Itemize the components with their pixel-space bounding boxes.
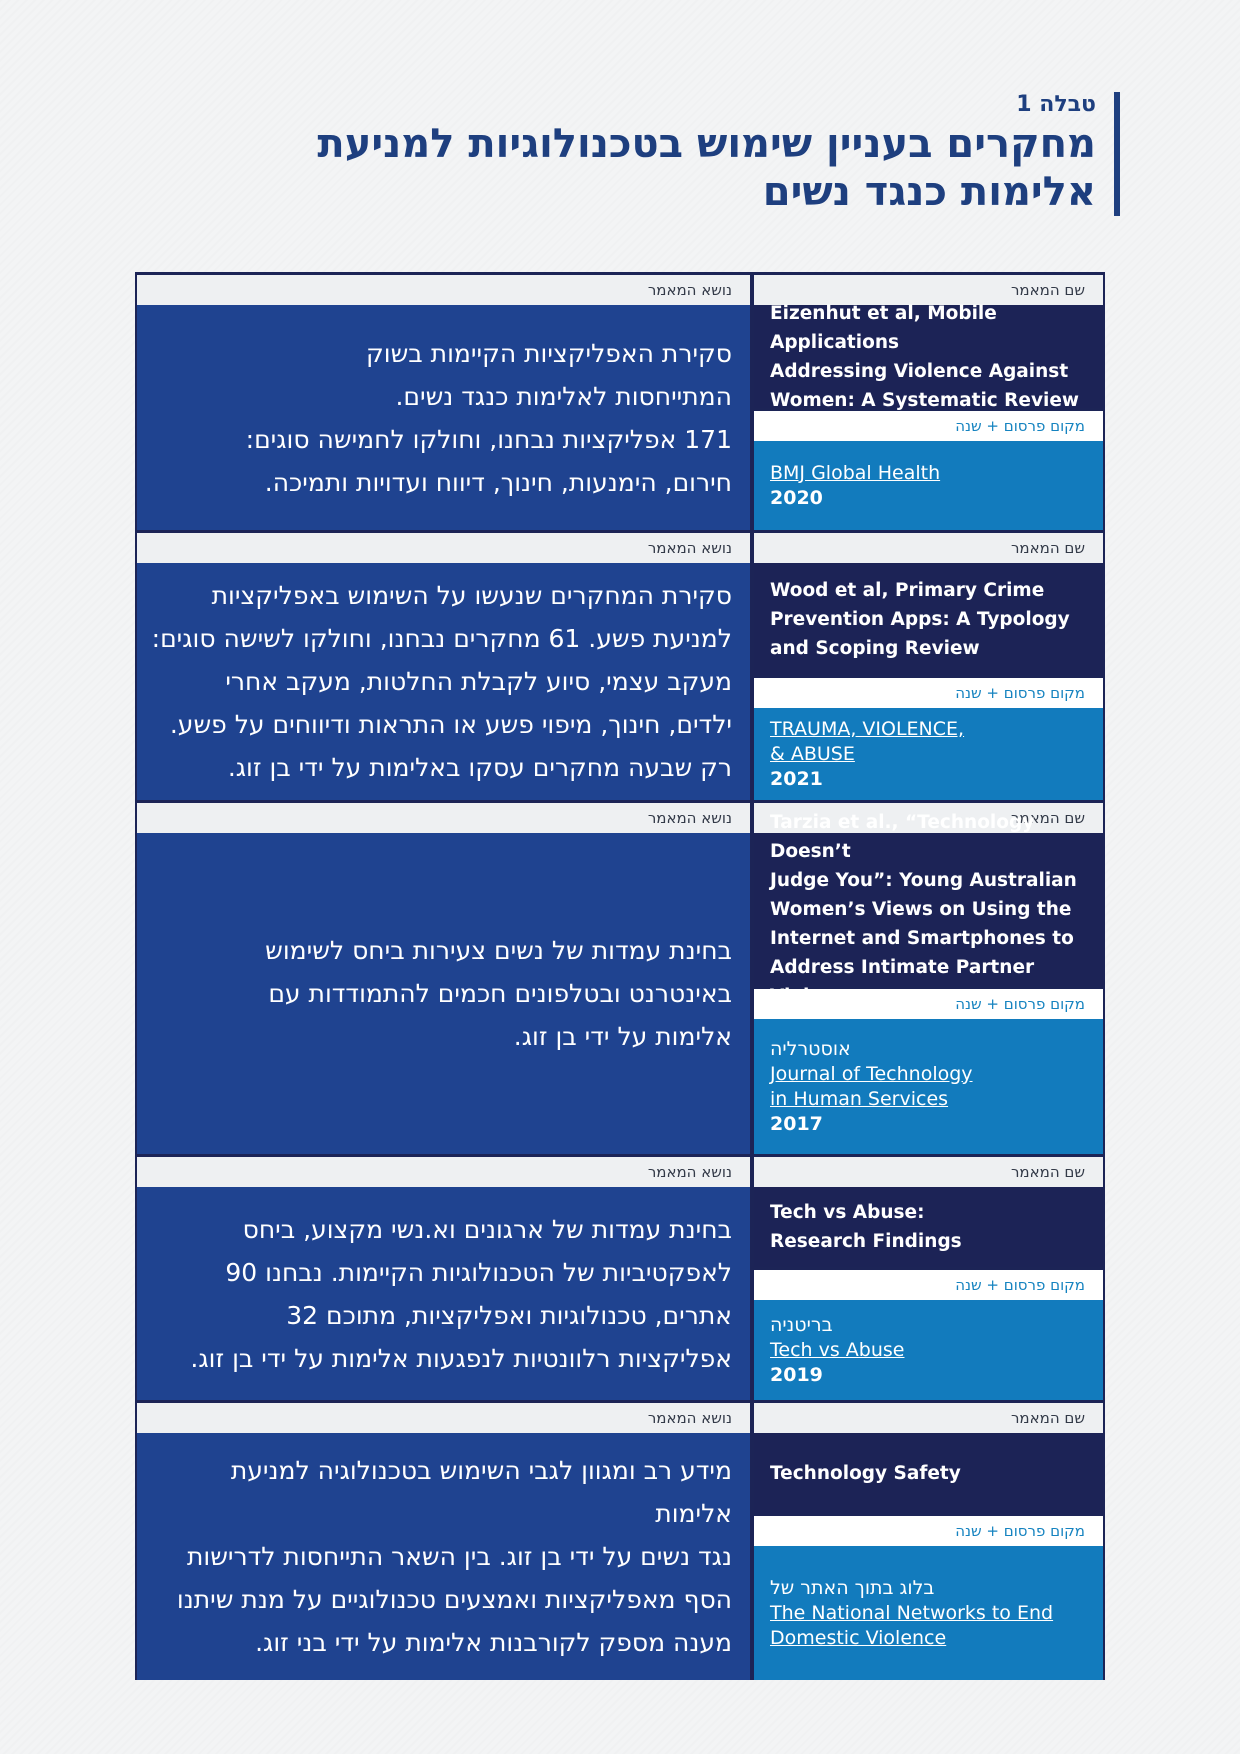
table-row (135, 272, 1105, 530)
article-name-text (770, 1459, 1089, 1488)
topic-text (137, 574, 750, 789)
topic-line: בחינת עמדות של נשים צעירות ביחס לשימוש (265, 936, 732, 965)
article-name-line: Wood et al, Primary Crime (770, 579, 1045, 601)
topic-label: נושא המאמר (137, 1157, 750, 1187)
name-label: שם המאמר (754, 533, 1103, 563)
publication-country: בריטניה (770, 1313, 833, 1336)
topic-label: נושא המאמר (137, 803, 750, 833)
publication-info (754, 441, 1103, 530)
title-line-2: אלימות כנגד נשים (762, 169, 1096, 215)
research-table (135, 272, 1105, 1680)
meta-cell (754, 800, 1103, 1154)
name-label: שם המאמר (754, 1403, 1103, 1433)
name-label: שם המאמר (754, 1157, 1103, 1187)
article-name-line: Technology Safety (770, 1462, 961, 1484)
table-caption: טבלה 1 (1016, 92, 1096, 117)
article-name-text (770, 299, 1089, 415)
topic-line: ילדים, חינוך, מיפוי פשע או התראות ודיווחים על פשע. (169, 710, 732, 739)
article-name-line: Prevention Apps: A Typology (770, 608, 1070, 630)
article-name-line: Addressing Violence Against (770, 360, 1069, 382)
article-name (754, 563, 1103, 675)
topic-line: סקירת האפליקציות הקיימות בשוק (366, 338, 732, 368)
topic-line: באינטרנט ובטלפונים חכמים להתמודדות עם (268, 979, 732, 1008)
topic-cell (137, 530, 750, 800)
topic-label: נושא המאמר (137, 1403, 750, 1433)
publication-info (754, 1546, 1103, 1680)
publication-country: אוסטרליה (770, 1037, 851, 1060)
article-name (754, 1187, 1103, 1267)
article-name-line: Judge You”: Young Australian (770, 870, 1077, 891)
meta-cell (754, 1154, 1103, 1400)
topic-line: המתייחסות לאלימות כנגד נשים. (395, 381, 732, 411)
topic-line: סקירת המחקרים שנעשו על השימוש באפליקציות (211, 581, 732, 610)
article-name-line: Internet and Smartphones to (770, 928, 1074, 949)
publication-link[interactable]: TRAUMA, VIOLENCE, (770, 717, 965, 740)
publication-link[interactable]: BMJ Global Health (770, 461, 941, 484)
topic-line: מידע רב ומגוון לגבי השימוש בטכנולוגיה למניעת אלימות (230, 1456, 732, 1528)
topic-line: נגד נשים על ידי בן זוג. בין השאר התייחסות לדרישות (186, 1542, 732, 1571)
article-name-line: Tarzia et al., “Technology Doesn’t (770, 812, 1035, 862)
topic-body (137, 833, 750, 1154)
publication-year: 2020 (770, 486, 823, 509)
publication-label: מקום פרסום + שנה (754, 1270, 1103, 1300)
publication-link[interactable]: Domestic Violence (770, 1626, 947, 1649)
topic-body (137, 563, 750, 800)
publication-link[interactable]: The National Networks to End (770, 1601, 1054, 1624)
article-name-line: Address Intimate Partner (770, 957, 1035, 978)
topic-label: נושא המאמר (137, 275, 750, 305)
topic-line: בחינת עמדות של ארגונים וא.נשי מקצוע, ביחס (242, 1214, 732, 1244)
topic-line: חירום, הימנעות, חינוך, דיווח ועדויות ותמיכה. (264, 467, 732, 497)
page-title (216, 120, 1096, 216)
article-name-line: Tech vs Abuse: (770, 1202, 925, 1223)
publication-link[interactable]: Journal of Technology (770, 1062, 973, 1085)
publication-label: מקום פרסום + שנה (754, 989, 1103, 1019)
table-row (135, 530, 1105, 800)
topic-text (137, 929, 750, 1058)
topic-label: נושא המאמר (137, 533, 750, 563)
publication-year: 2021 (770, 767, 823, 790)
topic-line: 171 אפליקציות נבחנו, וחולקו לחמישה סוגים: (245, 424, 732, 454)
article-name-line: Eizenhut et al, Mobile Applications (770, 302, 997, 353)
article-name-line: Women: A Systematic Review (770, 389, 1080, 411)
topic-line: מענה מספק לקורבנות אלימות על ידי בני זוג. (255, 1628, 732, 1657)
publication-info (754, 708, 1103, 800)
table-row (135, 1400, 1105, 1680)
topic-line: אתרים, טכנולוגיות ואפליקציות, מתוכם 32 (286, 1300, 732, 1330)
table-header (216, 92, 1120, 216)
meta-cell (754, 1400, 1103, 1680)
article-name (754, 1433, 1103, 1513)
table-row (135, 800, 1105, 1154)
topic-cell (137, 272, 750, 530)
topic-line: לאפקטיביות של הטכנולוגיות הקיימות. נבחנו 90 (225, 1257, 732, 1287)
publication-year: 2019 (770, 1363, 823, 1386)
topic-line: רק שבעה מחקרים עסקו באלימות על ידי בן זוג. (227, 753, 732, 782)
topic-line: אלימות על ידי בן זוג. (513, 1022, 732, 1051)
article-name-line: Research Findings (770, 1231, 962, 1252)
topic-line: למניעת פשע. 61 מחקרים נבחנו, וחולקו לשישה סוגים: (151, 624, 732, 653)
topic-text (137, 1449, 750, 1664)
name-label: שם המאמר (754, 803, 1103, 833)
topic-body (137, 1433, 750, 1680)
publication-year: 2017 (770, 1112, 823, 1135)
topic-line: מעקב עצמי, סיוע לקבלת החלטות, מעקב אחרי (225, 667, 732, 696)
publication-info (754, 1019, 1103, 1154)
table-row (135, 1154, 1105, 1400)
article-name-text (770, 576, 1089, 663)
topic-line: הסף מאפליקציות ואמצעים טכנולוגיים על מנת שיתנו (176, 1585, 732, 1614)
publication-country: בלוג בתוך האתר של (770, 1576, 935, 1599)
publication-label: מקום פרסום + שנה (754, 1516, 1103, 1546)
publication-info (754, 1300, 1103, 1400)
publication-link[interactable]: in Human Services (770, 1087, 949, 1110)
article-name-line: Women’s Views on Using the (770, 899, 1072, 920)
topic-cell (137, 1400, 750, 1680)
title-line-1: מחקרים בעניין שימוש בטכנולוגיות למניעת (317, 121, 1096, 167)
topic-cell (137, 800, 750, 1154)
article-name-line: and Scoping Review (770, 637, 980, 659)
topic-text (137, 332, 750, 504)
publication-link[interactable]: Tech vs Abuse (770, 1338, 905, 1361)
topic-text (137, 1208, 750, 1380)
meta-cell (754, 530, 1103, 800)
name-label: שם המאמר (754, 275, 1103, 305)
publication-link[interactable]: & ABUSE (770, 742, 855, 765)
topic-cell (137, 1154, 750, 1400)
article-name (754, 302, 1103, 411)
meta-cell (754, 272, 1103, 530)
topic-body (137, 1187, 750, 1400)
article-name-text (770, 1198, 1089, 1256)
article-name-text (770, 808, 1089, 1011)
publication-label: מקום פרסום + שנה (754, 678, 1103, 708)
topic-line: אפליקציות רלוונטיות לנפגעות אלימות על ידי בן זוג. (190, 1343, 732, 1373)
topic-body (137, 305, 750, 530)
publication-label: מקום פרסום + שנה (754, 411, 1103, 441)
